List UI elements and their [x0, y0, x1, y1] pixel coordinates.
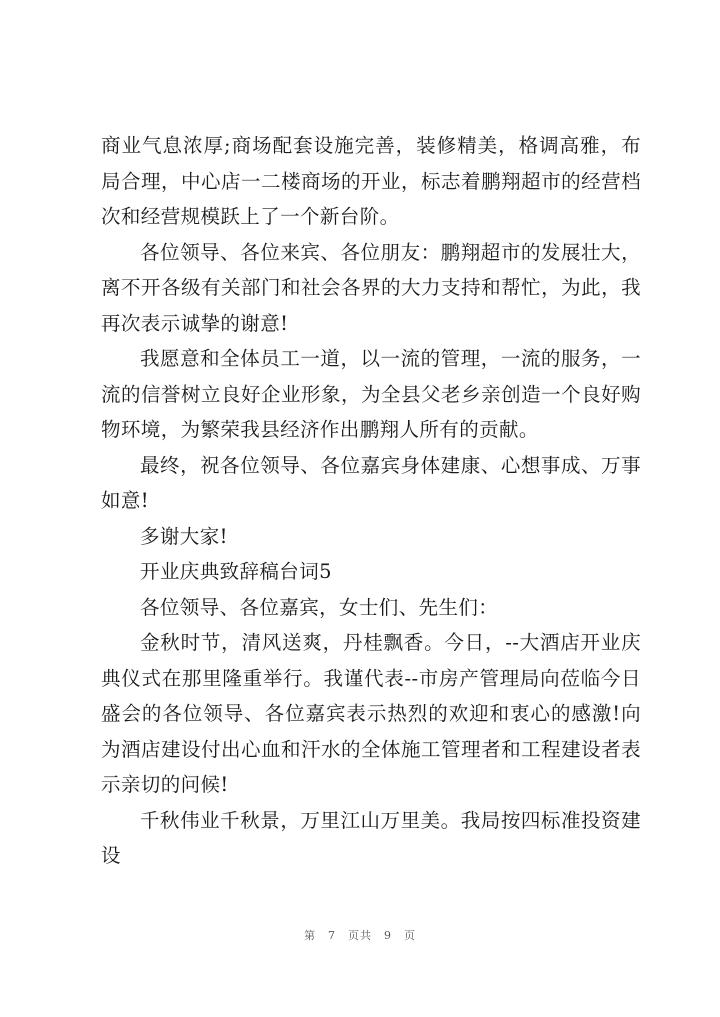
footer-mid: 页共: [348, 929, 372, 942]
paragraph: 多谢大家!: [140, 524, 228, 548]
paragraph: 我愿意和全体员工一道，以一流的管理，一流的服务，一流的信誉树立良好企业形象，为全县父老乡亲创造一个良好购物环境，为繁荣我县经济作出鹏翔人所有的贡献。: [101, 347, 641, 441]
paragraph: 千秋伟业千秋景，万里江山万里美。我局按四标准投资建设: [101, 808, 641, 867]
paragraph: 商业气息浓厚;商场配套设施完善，装修精美，格调高雅，布局合理，中心店一二楼商场的开业，标志着鹏翔超市的经营档次和经营规模跃上了一个新台阶。: [101, 134, 641, 228]
page-footer: [0, 927, 720, 943]
section-heading: 开业庆典致辞稿台词5: [140, 560, 332, 583]
footer-suffix: 页: [404, 929, 416, 942]
document-body: [101, 128, 641, 874]
paragraph: 最终，祝各位领导、各位嘉宾身体建康、心想事成、万事如意!: [101, 453, 641, 512]
footer-prefix: 第: [304, 929, 316, 942]
paragraph: 金秋时节，清风送爽，丹桂飘香。今日，--大酒店开业庆典仪式在那里隆重举行。我谨代表--市房产管理局向莅临今日盛会的各位领导、各位嘉宾表示热烈的欢迎和衷心的感激!向为酒店建设付出心血和汗水的全体施工管理者和工程建设者表示亲切的问候!: [101, 631, 641, 796]
total-pages: 9: [384, 929, 392, 942]
salutation: 各位领导、各位嘉宾，女士们、先生们：: [140, 595, 499, 619]
page-number: 7: [328, 929, 336, 942]
paragraph: 各位领导、各位来宾、各位朋友：鹏翔超市的发展壮大，离不开各级有关部门和社会各界的大力支持和帮忙，为此，我再次表示诚挚的谢意!: [101, 240, 641, 335]
